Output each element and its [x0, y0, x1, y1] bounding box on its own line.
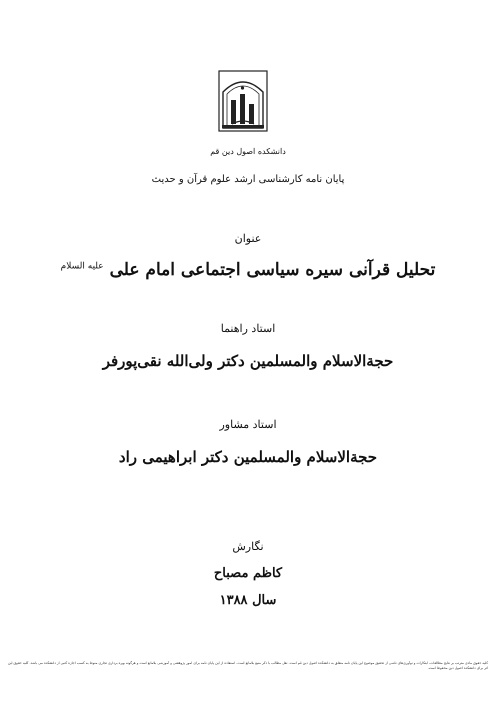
author-label: نگارش — [232, 540, 264, 553]
advisor-label: استاد مشاور — [219, 418, 277, 431]
thesis-title-text: تحلیل قرآنی سیره سیاسی اجتماعی امام علی — [109, 260, 436, 280]
thesis-year: سال ۱۳۸۸ — [219, 593, 277, 608]
university-logo-icon — [218, 70, 268, 132]
title-label: عنوان — [234, 232, 262, 245]
thesis-type: پایان نامه کارشناسی ارشد علوم قرآن و حدیث — [151, 174, 345, 185]
university-name: دانشکده اصول دین قم — [210, 147, 286, 156]
copyright-footer: کلیه حقوق مادی مترتب بر نتایج مطالعات، ابتکارات و نوآوری‌های ناشی از تحقیق موضوع این پایان نامه متعلق به دانشکده اصول دین قم است. نقل مطالب با ذکر منبع بلامانع است. استفاده از این پایان نامه برای امور پژوهشی و آموزشی بلامانع است و هرگونه بهره برداری تجاری منوط به کسب اجازه کتبی از دانشکده می باشد. کلیه حقوق این اثر برای دانشکده اصول دین محفوظ است. — [8, 661, 488, 670]
supervisor-label: استاد راهنما — [220, 322, 276, 335]
author-name: کاظم مصباح — [213, 566, 283, 581]
thesis-title — [0, 260, 496, 280]
supervisor-name: حجةالاسلام والمسلمین دکتر ولی‌الله نقی‌پورفر — [102, 352, 394, 370]
advisor-name: حجةالاسلام والمسلمین دکتر ابراهیمی راد — [118, 448, 378, 466]
honorific-glyph: عليه السلام — [60, 261, 104, 272]
